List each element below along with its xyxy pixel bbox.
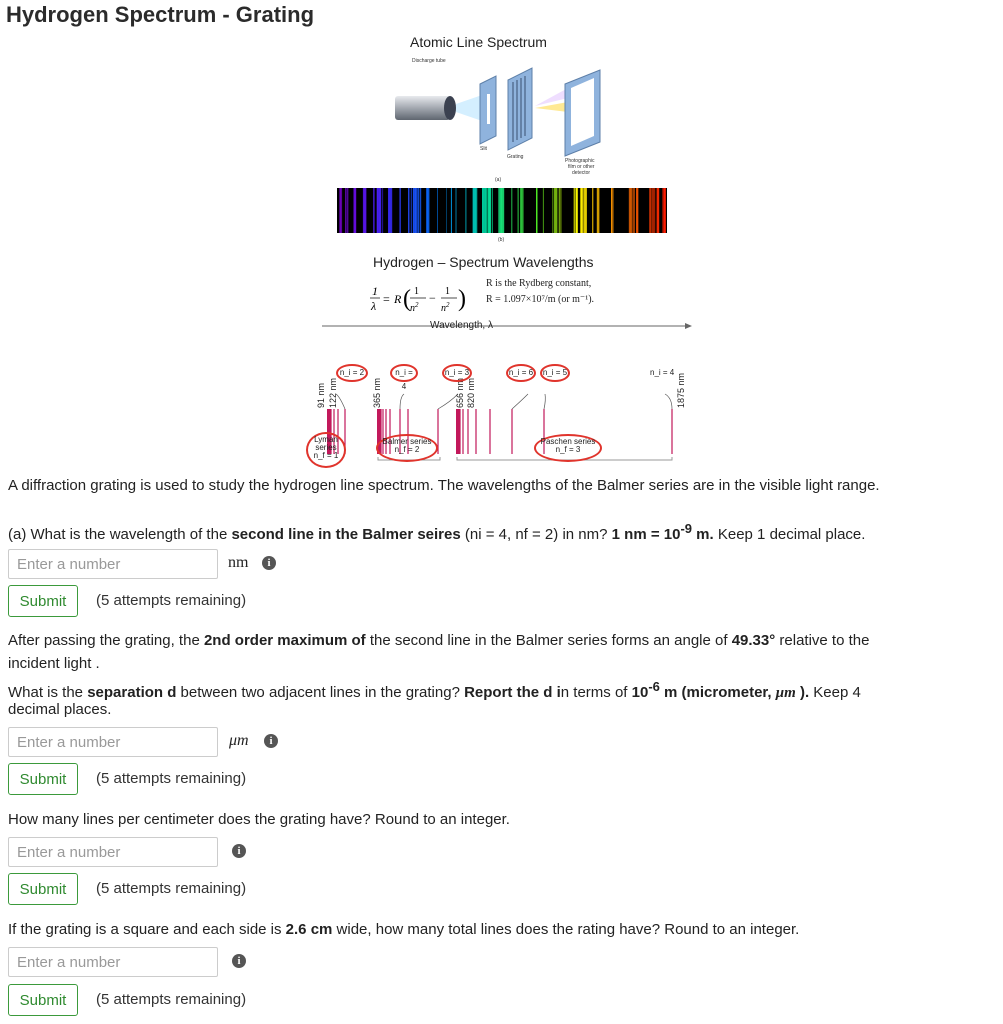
spectrum-line bbox=[654, 188, 656, 233]
spectrum-line bbox=[511, 188, 512, 233]
q4-side-length: 2.6 cm bbox=[285, 921, 333, 938]
q1-middle: (ni = 4, nf = 2) in nm? bbox=[460, 526, 612, 543]
svg-text:detector: detector bbox=[572, 170, 591, 176]
spectrum-line bbox=[465, 188, 466, 233]
q2-exponent: -6 bbox=[648, 679, 660, 694]
spectrum-line bbox=[498, 188, 499, 233]
spectrum-line bbox=[552, 188, 553, 233]
q2-bold: m (micrometer, bbox=[659, 684, 776, 701]
spectrum-line bbox=[418, 188, 420, 233]
spectrum-line bbox=[408, 188, 410, 233]
label-slit: Slit bbox=[480, 146, 487, 152]
spectrum-line bbox=[411, 188, 413, 233]
spectrum-line bbox=[354, 188, 355, 233]
spectrum-line bbox=[559, 188, 560, 233]
question-a bbox=[8, 518, 865, 546]
q1-submit-button[interactable]: Submit bbox=[8, 585, 78, 617]
q4-submit-button[interactable]: Submit bbox=[8, 984, 78, 1016]
q2-angle: 49.33° bbox=[731, 632, 776, 649]
svg-text:λ: λ bbox=[371, 299, 377, 313]
info-icon[interactable]: i bbox=[232, 844, 246, 858]
svg-text:n2: $n^2$ bbox=[441, 301, 450, 314]
q2-text: the second line in the Balmer series forms an angle of bbox=[365, 632, 732, 649]
q2-bold: separation d bbox=[87, 684, 177, 701]
series-nf: n_f = 2 bbox=[394, 445, 420, 454]
balmer-series-label bbox=[376, 434, 438, 462]
spectrum-line bbox=[652, 188, 653, 233]
q1-attempts-remaining: (5 attempts remaining) bbox=[96, 592, 247, 609]
svg-text:): ) bbox=[458, 286, 466, 312]
spectrum-line bbox=[649, 188, 651, 233]
ni-label: n_i = 5 bbox=[540, 364, 570, 382]
q4-text: If the grating is a square and each side is bbox=[8, 921, 286, 938]
info-icon[interactable]: i bbox=[264, 734, 278, 748]
svg-text:film or other: film or other bbox=[568, 164, 595, 170]
q2-bold: 2nd order maximum of bbox=[203, 632, 366, 649]
svg-text:1: 1 bbox=[372, 284, 378, 298]
q1-suffix: Keep 1 decimal place. bbox=[713, 526, 866, 543]
spectrum-line bbox=[475, 188, 478, 233]
svg-text:n2: $n^2$ bbox=[410, 301, 419, 314]
series-name: Balmer series bbox=[382, 437, 432, 446]
q3-number-input[interactable] bbox=[8, 837, 218, 867]
spectrum-line bbox=[662, 188, 664, 233]
spectrum-line bbox=[377, 188, 380, 233]
wavelength-axis-label: Wavelength, λ bbox=[430, 320, 493, 331]
hydrogen-spectrum-figure bbox=[300, 32, 695, 472]
spectrum-line bbox=[499, 188, 500, 233]
spectrum-line bbox=[554, 188, 555, 233]
q2-unit: μm bbox=[229, 732, 249, 749]
label-grating: Grating bbox=[507, 154, 524, 160]
q4-attempts-remaining: (5 attempts remaining) bbox=[96, 991, 247, 1008]
q2-text: After passing the grating, the bbox=[8, 632, 204, 649]
spectrum-line bbox=[585, 188, 587, 233]
apparatus-illustration bbox=[300, 54, 695, 204]
spectrum-line bbox=[420, 188, 422, 233]
q2-number-input[interactable] bbox=[8, 727, 218, 757]
spectrum-line bbox=[456, 188, 457, 233]
spectrum-line bbox=[446, 188, 447, 233]
series-nf: n_f = 3 bbox=[555, 445, 581, 454]
spectrum-line bbox=[488, 188, 491, 233]
q2-submit-button[interactable]: Submit bbox=[8, 763, 78, 795]
q1-unit-m: m. bbox=[692, 526, 714, 543]
svg-text:−: − bbox=[429, 291, 436, 305]
q2-bold: Report the d i bbox=[464, 684, 561, 701]
q3-submit-button[interactable]: Submit bbox=[8, 873, 78, 905]
series-name: Paschen series bbox=[540, 437, 596, 446]
info-icon[interactable]: i bbox=[232, 954, 246, 968]
q2-mu: μm bbox=[775, 685, 796, 701]
q2-line-2: incident light . bbox=[8, 655, 100, 672]
svg-text:R: R bbox=[394, 292, 402, 306]
spectrum-line bbox=[582, 188, 584, 233]
spectrum-line bbox=[390, 188, 393, 233]
svg-text:(: ( bbox=[403, 286, 411, 312]
figure-title: Atomic Line Spectrum bbox=[410, 34, 547, 50]
info-icon[interactable]: i bbox=[262, 556, 276, 570]
series-nf: n_f = 1 bbox=[313, 451, 339, 460]
spectrum-line bbox=[592, 188, 593, 233]
spectrum-line bbox=[364, 188, 365, 233]
nm-tick: 656 nm bbox=[455, 377, 465, 408]
spectrum-line bbox=[543, 188, 544, 233]
spectrum-line bbox=[574, 188, 576, 233]
spectrum-line bbox=[484, 188, 487, 233]
nm-tick: 820 nm bbox=[466, 377, 476, 408]
spectrum-line bbox=[630, 188, 633, 233]
spectrum-line bbox=[399, 188, 401, 233]
spectrum-line bbox=[340, 188, 342, 233]
emission-spectrum-strip bbox=[337, 188, 667, 233]
q1-prefix: (a) What is the wavelength of the bbox=[8, 526, 232, 543]
q1-number-input[interactable] bbox=[8, 549, 218, 579]
q2-text: Keep 4 bbox=[809, 684, 861, 701]
spectrum-line bbox=[451, 188, 452, 233]
spectrum-line bbox=[428, 188, 429, 233]
rydberg-note-line-2: R = 1.097×10⁷/m (or m⁻¹). bbox=[486, 294, 595, 305]
wavelengths-title: Hydrogen – Spectrum Wavelengths bbox=[373, 254, 594, 270]
q1-exponent: -9 bbox=[680, 521, 692, 536]
svg-text:=: = bbox=[383, 292, 390, 306]
q2-attempts-remaining: (5 attempts remaining) bbox=[96, 770, 247, 787]
nm-tick: 365 nm bbox=[372, 377, 382, 408]
spectrum-line bbox=[382, 188, 383, 233]
q2-power-base: 10 bbox=[631, 684, 649, 701]
ni-label: n_i = 3 bbox=[442, 364, 472, 382]
spectrum-line bbox=[522, 188, 524, 233]
spectrum-line bbox=[518, 188, 519, 233]
spectrum-line bbox=[637, 188, 639, 233]
nm-tick: 91 nm bbox=[316, 382, 326, 408]
rydberg-note-line-1: R is the Rydberg constant, bbox=[486, 278, 592, 289]
q2-text: between two adjacent lines in the grating? bbox=[176, 684, 465, 701]
spectrum-line bbox=[633, 188, 634, 233]
question-c: How many lines per centimeter does the grating have? Round to an integer. bbox=[8, 811, 510, 828]
q2-line-4: decimal places. bbox=[8, 701, 112, 718]
spectrum-line bbox=[657, 188, 660, 233]
spectrum-line bbox=[482, 188, 483, 233]
spectrum-line bbox=[576, 188, 578, 233]
ni-label: n_i = 2 bbox=[336, 364, 368, 382]
q4-number-input[interactable] bbox=[8, 947, 218, 977]
spectrum-line bbox=[555, 188, 558, 233]
q2-text: n terms of bbox=[560, 684, 632, 701]
label-b: (b) bbox=[498, 237, 505, 243]
spectrum-line bbox=[520, 188, 522, 233]
spectrum-line bbox=[492, 188, 493, 233]
q2-text: What is the bbox=[8, 684, 88, 701]
q2-bold: ). bbox=[795, 684, 810, 701]
spectrum-line bbox=[664, 188, 666, 233]
spectrum-line bbox=[597, 188, 600, 233]
spectrum-line bbox=[634, 188, 635, 233]
spectrum-line bbox=[373, 188, 375, 233]
spectrum-line bbox=[611, 188, 612, 233]
q2-text: relative to the bbox=[775, 632, 870, 649]
page-title: Hydrogen Spectrum - Grating bbox=[6, 2, 315, 27]
q1-unit: nm bbox=[228, 554, 249, 571]
ni-label: n_i = 6 bbox=[506, 364, 536, 382]
svg-text:1: 1 bbox=[414, 286, 419, 297]
wavelength-diagram bbox=[300, 302, 695, 472]
spectrum-line bbox=[347, 188, 349, 233]
spectrum-line bbox=[379, 188, 381, 233]
ni-label: n_i = 4 bbox=[650, 368, 675, 377]
paschen-series-label bbox=[534, 434, 602, 462]
label-discharge-tube: Discharge tube bbox=[412, 58, 446, 64]
spectrum-line bbox=[414, 188, 416, 233]
spectrum-line bbox=[536, 188, 538, 233]
nm-tick: 122 nm bbox=[328, 377, 338, 408]
svg-text:1: 1 bbox=[445, 286, 450, 297]
label-a: (a) bbox=[495, 177, 502, 183]
label-detector: Photographic bbox=[565, 158, 595, 164]
spectrum-line bbox=[365, 188, 366, 233]
spectrum-line bbox=[560, 188, 561, 233]
series-name: Lyman series bbox=[314, 435, 338, 452]
ni-label: n_i = 4 bbox=[390, 364, 418, 382]
spectrum-line bbox=[502, 188, 505, 233]
nm-tick: 1875 nm bbox=[676, 372, 686, 408]
spectrum-line bbox=[345, 188, 346, 233]
question-b bbox=[8, 676, 861, 704]
q1-bold: second line in the Balmer seires bbox=[231, 526, 461, 543]
lyman-series-label bbox=[306, 432, 346, 468]
question-b-context bbox=[8, 630, 869, 652]
q4-text: wide, how many total lines does the rating have? Round to an integer. bbox=[332, 921, 800, 938]
q3-attempts-remaining: (5 attempts remaining) bbox=[96, 880, 247, 897]
spectrum-line bbox=[437, 188, 438, 233]
question-d bbox=[8, 919, 799, 941]
q1-unit-eq: 1 nm = 10 bbox=[611, 526, 681, 543]
intro-text: A diffraction grating is used to study the hydrogen line spectrum. The wavelengths of the Balmer series are in the visible light range. bbox=[8, 477, 880, 494]
